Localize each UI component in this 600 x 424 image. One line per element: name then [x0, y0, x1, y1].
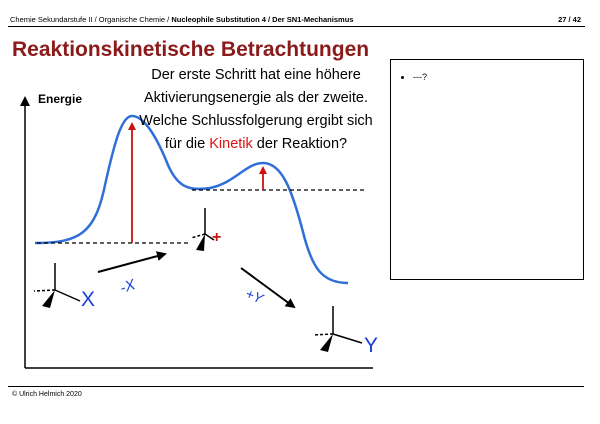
label-x: X — [81, 288, 96, 311]
question-text — [130, 64, 382, 156]
notes-list — [391, 72, 583, 82]
breadcrumb-current: Nucleophile Substitution 4 / Der SN1-Mechanismus — [171, 15, 354, 24]
step-arrow-1 — [98, 254, 165, 272]
slide-title: Reaktionskinetische Betrachtungen — [12, 38, 370, 61]
question-highlight: Kinetik — [209, 136, 253, 152]
carbocation — [191, 208, 214, 251]
page-number: 27 / 42 — [558, 15, 581, 24]
footer-copyright: © Ulrich Helmich 2020 — [12, 391, 82, 398]
question-part-2: der Reaktion? — [252, 136, 348, 152]
y-axis-label: Energie — [38, 92, 83, 106]
reactant-molecule — [34, 263, 80, 308]
label-minus-x: -X — [117, 276, 138, 298]
breadcrumb-prefix: Chemie Sekundarstufe II / Organische Chemie / — [10, 15, 172, 24]
product-molecule — [313, 306, 362, 352]
label-plus-y: +Y — [243, 285, 266, 307]
label-y: Y — [364, 334, 379, 357]
notes-item: • ---? — [413, 72, 583, 82]
notes-box — [390, 59, 584, 280]
charge-plus: + — [212, 229, 222, 246]
footer-divider — [8, 386, 584, 387]
question-part-1: Der erste Schritt hat eine höhere Aktivierungsenergie als der zweite. Welche Schlussfolgerung ergibt sich für die — [139, 67, 373, 152]
